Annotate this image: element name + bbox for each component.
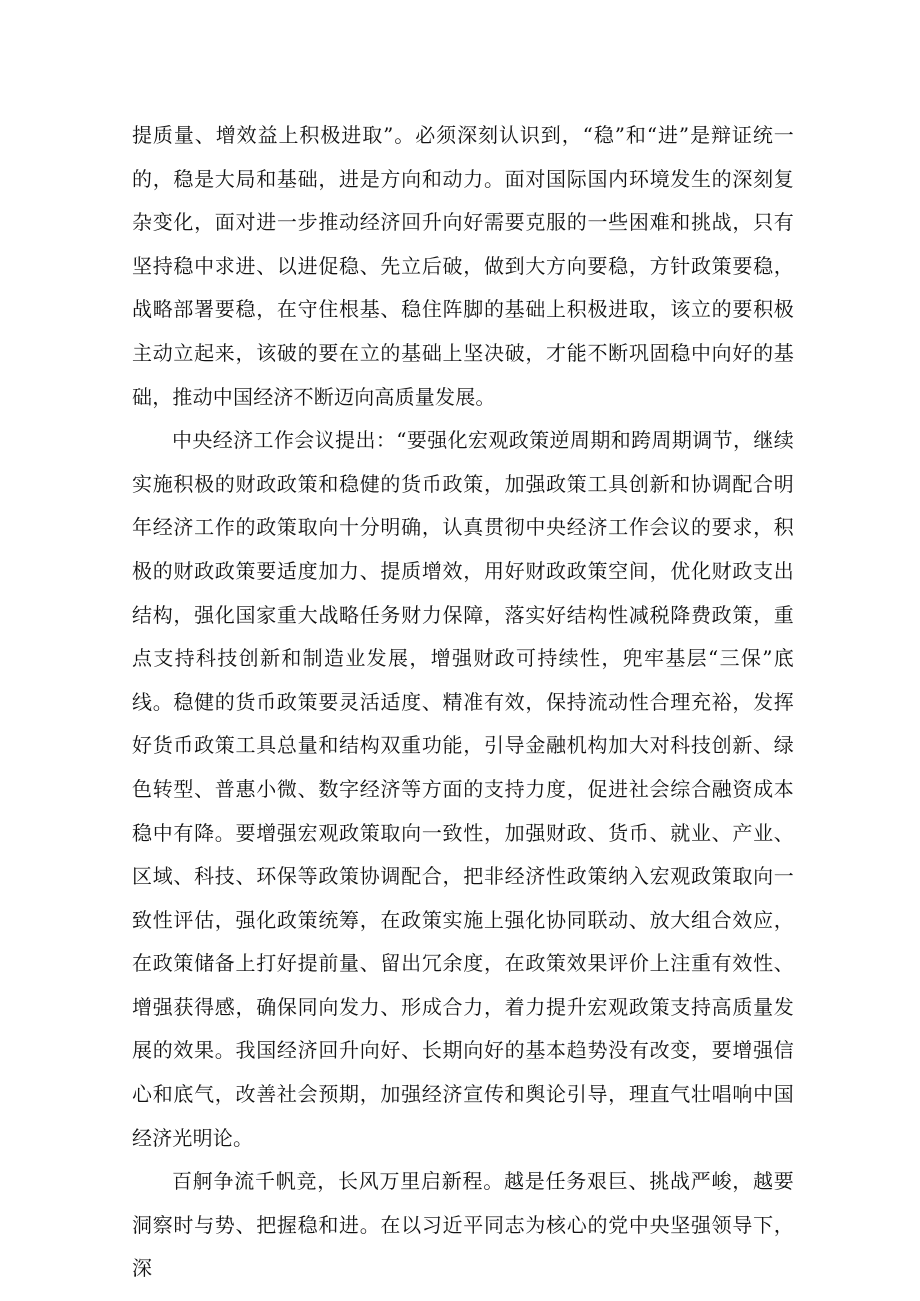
document-body (132, 114, 794, 1291)
paragraph-new-journey: 百舸争流千帆竞，长风万里启新程。越是任务艰巨、挑战严峻，越要洞察时与势、把握稳和进。在以习近平同志为核心的党中央坚强领导下，深 (132, 1169, 794, 1281)
paragraph-economic-work-conference: 中央经济工作会议提出：“要强化宏观政策逆周期和跨周期调节，继续实施积极的财政政策和稳健的货币政策，加强政策工具创新和协调配合明年经济工作的政策取向十分明确，认真贯彻中央经济工作会议的要求，积极的财政政策要适度加力、提质增效，用好财政政策空间，优化财政支出结构，强化国家重大战略任务财力保障，落实好结构性减税降费政策，重点支持科技创新和制造业发展，增强财政可持续性，兜牢基层“三保”底线。稳健的货币政策要灵活适度、精准有效，保持流动性合理充裕，发挥好货币政策工具总量和结构双重功能，引导金融机构加大对科技创新、绿色转型、普惠小微、数字经济等方面的支持力度，促进社会综合融资成本稳中有降。要增强宏观政策取向一致性，加强财政、货币、就业、产业、区域、科技、环保等政策协调配合，把非经济性政策纳入宏观政策取向一致性评估，强化政策统筹，在政策实施上强化协同联动、放大组合效应，在政策储备上打好提前量、留出冗余度，在政策效果评价上注重有效性、增强获得感，确保同向发力、形成合力，着力提升宏观政策支持高质量发展的效果。我国经济回升向好、长期向好的基本趋势没有改变，要增强信心和底气，改善社会预期，加强经济宣传和舆论引导，理直气壮唱响中国经济光明论。 (132, 428, 794, 1150)
paragraph-continued: 提质量、增效益上积极进取”。必须深刻认识到，“稳”和“进”是辩证统一的，稳是大局和基础，进是方向和动力。面对国际国内环境发生的深刻复杂变化，面对进一步推动经济回升向好需要克服的一些困难和挑战，只有坚持稳中求进、以进促稳、先立后破，做到大方向要稳，方针政策要稳，战略部署要稳，在守住根基、稳住阵脚的基础上积极进取，该立的要积极主动立起来，该破的要在立的基础上坚决破，才能不断巩固稳中向好的基础，推动中国经济不断迈向高质量发展。 (132, 123, 794, 409)
